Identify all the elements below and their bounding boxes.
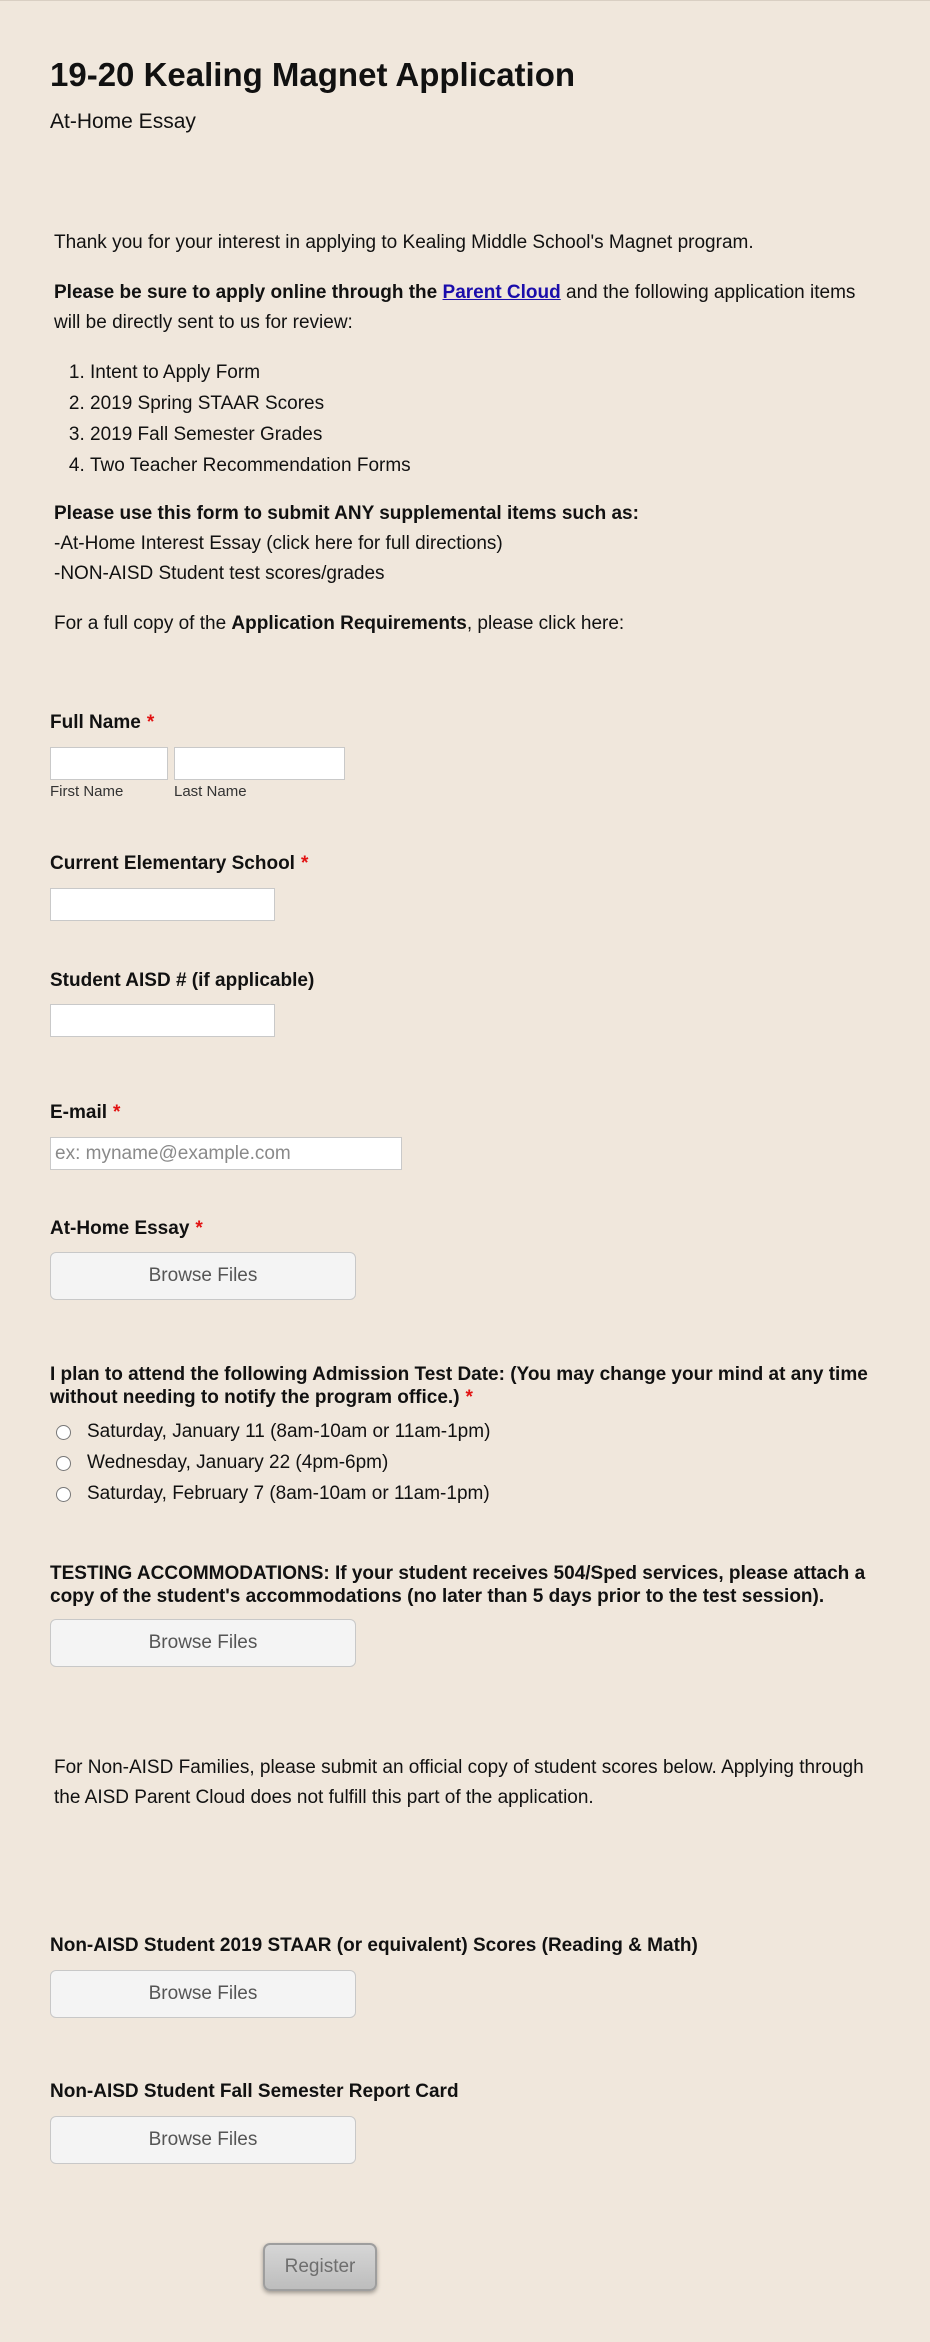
intro-thanks: Thank you for your interest in applying to Kealing Middle School's Magnet program. (54, 232, 754, 253)
aisd-number-input[interactable] (50, 1004, 275, 1037)
intro-full-copy-block (54, 609, 884, 639)
essay-label (50, 1218, 203, 1240)
report-card-label: Non-AISD Student Fall Semester Report Card (50, 2081, 459, 2102)
staar-browse-button[interactable]: Browse Files (50, 1970, 356, 2018)
essay-browse-button[interactable]: Browse Files (50, 1252, 356, 1300)
non-aisd-note-block (54, 1753, 884, 1813)
required-mark: * (146, 712, 155, 733)
intro-apply (54, 278, 884, 338)
full-copy-line (54, 609, 884, 639)
required-mark: * (195, 1218, 203, 1239)
email-label-text: E-mail (50, 1102, 108, 1123)
required-mark: * (113, 1102, 121, 1123)
page-subtitle: At-Home Essay (50, 110, 196, 133)
test-date-option-label: Saturday, February 7 (8am-10am or 11am-1pm) (87, 1483, 490, 1504)
list-item: 4. Two Teacher Recommendation Forms (90, 450, 884, 481)
full-name-label (50, 712, 154, 734)
radio-button[interactable] (56, 1487, 71, 1502)
required-mark: * (465, 1387, 473, 1408)
full-copy-bold: Application Requirements (231, 613, 467, 634)
full-copy-suffix: , please click here: (466, 613, 625, 634)
supplemental-heading (54, 499, 884, 529)
test-date-option[interactable] (56, 1451, 388, 1475)
intro-apply-rest: and the following application items will be directly sent to us for review: (54, 282, 856, 333)
top-divider (0, 0, 930, 1)
test-date-label (50, 1363, 890, 1409)
last-name-input[interactable] (174, 747, 345, 780)
list-item: 2. 2019 Spring STAAR Scores (90, 388, 884, 419)
intro-apply-bold: Please be sure to apply online through the (54, 282, 443, 303)
register-button[interactable]: Register (263, 2243, 377, 2291)
intro-apply-block (54, 278, 884, 338)
email-input[interactable] (50, 1137, 402, 1170)
intro-supplemental-block (54, 499, 884, 589)
test-date-label-text: I plan to attend the following Admission Test Date: (You may change your mind at any time without needing to notify the program office.) (50, 1364, 868, 1408)
aisd-label: Student AISD # (if applicable) (50, 970, 315, 991)
supplemental-heading-text: Please use this form to submit ANY supplemental items such as: (54, 503, 639, 524)
essay-label-text: At-Home Essay (50, 1218, 190, 1239)
review-items-list (54, 357, 884, 481)
radio-button[interactable] (56, 1456, 71, 1471)
full-copy-prefix: For a full copy of the (54, 613, 232, 634)
first-name-sublabel: First Name (50, 783, 124, 800)
test-date-option-label: Wednesday, January 22 (4pm-6pm) (87, 1452, 389, 1473)
intro-thanks-block (54, 228, 884, 258)
required-mark: * (300, 853, 309, 874)
supplemental-essay: -At-Home Interest Essay (click here for full directions) (54, 533, 503, 554)
page-title: 19-20 Kealing Magnet Application (50, 56, 576, 93)
parent-cloud-link[interactable]: Parent Cloud (442, 282, 561, 303)
test-date-option[interactable] (56, 1420, 490, 1444)
first-name-input[interactable] (50, 747, 168, 780)
school-input[interactable] (50, 888, 275, 921)
last-name-sublabel: Last Name (174, 783, 247, 800)
test-date-option[interactable] (56, 1482, 490, 1506)
accommodations-browse-button[interactable]: Browse Files (50, 1619, 356, 1667)
staar-label: Non-AISD Student 2019 STAAR (or equivalent) Scores (Reading & Math) (50, 1935, 698, 1956)
non-aisd-note: For Non-AISD Families, please submit an official copy of student scores below. Applying through the AISD Parent Cloud does not fulfill this part of the application. (54, 1757, 864, 1808)
report-card-browse-button[interactable]: Browse Files (50, 2116, 356, 2164)
school-label-text: Current Elementary School (50, 853, 295, 874)
supplemental-scores: -NON-AISD Student test scores/grades (54, 563, 385, 584)
list-item: 1. Intent to Apply Form (90, 357, 884, 388)
radio-button[interactable] (56, 1425, 71, 1440)
accommodations-label: TESTING ACCOMMODATIONS: If your student receives 504/Sped services, please attach a copy of the student's accommodations (no later than 5 days prior to the test session). (50, 1563, 866, 1607)
full-name-label-text: Full Name (50, 712, 141, 733)
list-item: 3. 2019 Fall Semester Grades (90, 419, 884, 450)
test-date-option-label: Saturday, January 11 (8am-10am or 11am-1pm) (87, 1421, 491, 1442)
school-label (50, 853, 308, 875)
email-label (50, 1102, 120, 1124)
intro-items-block (54, 357, 884, 481)
